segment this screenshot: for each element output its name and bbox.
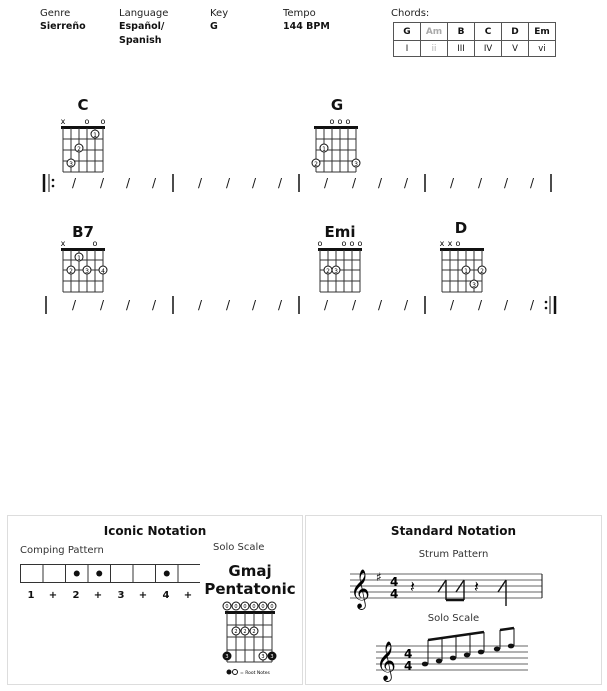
scale-name-line2: Pentatonic bbox=[204, 580, 296, 598]
slash-beat: / bbox=[324, 176, 329, 190]
standard-notation-panel bbox=[305, 515, 602, 685]
strum-pattern-staff bbox=[346, 562, 546, 614]
iconic-notation-panel bbox=[7, 515, 303, 685]
string-mark: o bbox=[341, 239, 347, 248]
string-mark: o bbox=[84, 117, 90, 126]
chord-table-numeral: IV bbox=[475, 41, 502, 57]
comping-cell bbox=[178, 565, 200, 583]
slash-beat: / bbox=[404, 298, 409, 312]
slash-beat: / bbox=[100, 176, 105, 190]
chord-name-b7: B7 bbox=[72, 223, 94, 241]
rhythm-line-2 bbox=[40, 292, 560, 318]
chord-table-numeral: I bbox=[394, 41, 421, 57]
standard-notation-title: Standard Notation bbox=[390, 524, 517, 538]
scale-name-line1: Gmaj bbox=[228, 562, 272, 580]
svg-text:0: 0 bbox=[234, 604, 238, 610]
slash-beat: / bbox=[530, 176, 535, 190]
svg-text:2: 2 bbox=[234, 629, 238, 635]
chord-diagram-b7 bbox=[58, 238, 108, 296]
root-notes-legend: = Root Notes bbox=[240, 671, 270, 676]
svg-text:1: 1 bbox=[322, 146, 326, 153]
comping-hit-dot bbox=[74, 571, 80, 577]
slash-beat: / bbox=[378, 298, 383, 312]
svg-text:3: 3 bbox=[261, 654, 265, 660]
string-mark: o bbox=[317, 239, 323, 248]
count-label: + bbox=[183, 590, 193, 601]
count-label: + bbox=[93, 590, 103, 601]
chord-diagram-d bbox=[437, 238, 487, 296]
svg-text:2: 2 bbox=[314, 161, 318, 168]
svg-text:1: 1 bbox=[77, 255, 81, 262]
tempo-value: 144 BPM bbox=[283, 21, 330, 32]
comping-cell bbox=[21, 565, 44, 583]
slash-beat: / bbox=[72, 176, 77, 190]
svg-text:0: 0 bbox=[261, 604, 265, 610]
string-mark: x bbox=[60, 117, 66, 126]
chord-table-numeral: V bbox=[502, 41, 529, 57]
chord-name-g: G bbox=[330, 96, 344, 114]
time-signature-bottom: 4 bbox=[390, 587, 399, 601]
slash-beat: / bbox=[378, 176, 383, 190]
slash-beat: / bbox=[198, 298, 203, 312]
treble-clef-icon: 𝄞 bbox=[376, 641, 397, 681]
chord-diagram-emi bbox=[315, 238, 365, 296]
svg-text:3: 3 bbox=[69, 161, 73, 168]
comping-hit-dot bbox=[96, 571, 102, 577]
key-value: G bbox=[210, 21, 218, 32]
chord-table-numeral: III bbox=[448, 41, 475, 57]
finger-dots bbox=[312, 144, 360, 168]
string-mark: o bbox=[329, 117, 335, 126]
solo-scale-staff bbox=[372, 626, 532, 682]
slash-beat: / bbox=[226, 298, 231, 312]
chords-label: Chords: bbox=[391, 8, 430, 19]
chord-table-name: B bbox=[448, 23, 475, 41]
comping-pattern-grid bbox=[20, 564, 200, 604]
language-value-line1: Español/ bbox=[119, 21, 165, 32]
iconic-notation-title: Iconic Notation bbox=[103, 524, 207, 538]
svg-text:2: 2 bbox=[326, 268, 330, 275]
chord-table-numeral: vi bbox=[529, 41, 556, 57]
chord-name-d: D bbox=[454, 219, 468, 237]
slash-beat: / bbox=[478, 176, 483, 190]
svg-text:3: 3 bbox=[270, 654, 274, 660]
slash-beat: / bbox=[198, 176, 203, 190]
svg-text:3: 3 bbox=[85, 268, 89, 275]
chord-table-name: Em bbox=[529, 23, 556, 41]
slash-beat: / bbox=[530, 298, 535, 312]
language-label: Language bbox=[119, 8, 169, 19]
svg-text:0: 0 bbox=[252, 604, 256, 610]
language-value-line2: Spanish bbox=[119, 35, 162, 46]
slash-beat: / bbox=[278, 176, 283, 190]
chord-name-c: C bbox=[77, 96, 89, 114]
svg-text:0: 0 bbox=[225, 604, 229, 610]
slash-beat: / bbox=[252, 298, 257, 312]
quarter-rest-icon: 𝄽 bbox=[410, 577, 415, 596]
comping-pattern-label: Comping Pattern bbox=[20, 545, 104, 556]
quarter-rest-icon: 𝄽 bbox=[474, 577, 479, 596]
chord-table-name: C bbox=[475, 23, 502, 41]
svg-text:4: 4 bbox=[101, 268, 105, 275]
slash-beat: / bbox=[278, 298, 283, 312]
time-signature-bottom: 4 bbox=[404, 659, 413, 673]
chord-table bbox=[393, 22, 556, 57]
string-mark: o bbox=[349, 239, 355, 248]
chord-diagram-g bbox=[311, 116, 361, 174]
slash-beat: / bbox=[450, 176, 455, 190]
comping-cell bbox=[133, 565, 156, 583]
standard-solo-scale-label: Solo Scale bbox=[427, 613, 480, 624]
svg-text:2: 2 bbox=[252, 629, 256, 635]
treble-clef-icon: 𝄞 bbox=[350, 569, 371, 609]
sharp-icon: ♯ bbox=[376, 570, 382, 584]
svg-text:3: 3 bbox=[225, 654, 229, 660]
slash-beat: / bbox=[152, 298, 157, 312]
slash-beat: / bbox=[126, 298, 131, 312]
comping-cell bbox=[43, 565, 66, 583]
count-label: 3 bbox=[117, 590, 125, 601]
chord-table-name: Am bbox=[421, 23, 448, 41]
string-mark: o bbox=[100, 117, 106, 126]
slash-beat: / bbox=[152, 176, 157, 190]
iconic-solo-scale-label: Solo Scale bbox=[213, 542, 265, 553]
svg-text:1: 1 bbox=[464, 268, 468, 275]
strum-pattern-label: Strum Pattern bbox=[418, 549, 489, 560]
finger-dots bbox=[324, 266, 340, 275]
svg-text:2: 2 bbox=[69, 268, 73, 275]
time-signature-top: 4 bbox=[390, 575, 399, 589]
rhythm-line-1 bbox=[40, 170, 560, 196]
chord-table-numerals-row bbox=[394, 41, 556, 57]
count-label: 1 bbox=[27, 590, 35, 601]
count-label: 2 bbox=[72, 590, 80, 601]
count-label: 4 bbox=[162, 590, 170, 601]
slash-beat: / bbox=[252, 176, 257, 190]
slash-beat: / bbox=[100, 298, 105, 312]
svg-text:2: 2 bbox=[480, 268, 484, 275]
count-label: + bbox=[138, 590, 148, 601]
chord-name-emi: Emi bbox=[324, 223, 356, 241]
pentatonic-scale-diagram bbox=[221, 600, 279, 680]
tempo-label: Tempo bbox=[283, 8, 316, 19]
comping-cell bbox=[111, 565, 134, 583]
chord-table-names-row bbox=[394, 23, 556, 41]
genre-label: Genre bbox=[40, 8, 71, 19]
genre-value: Sierreño bbox=[40, 21, 86, 32]
svg-text:3: 3 bbox=[334, 268, 338, 275]
slash-beat: / bbox=[404, 176, 409, 190]
slash-beat: / bbox=[324, 298, 329, 312]
slash-beat: / bbox=[226, 176, 231, 190]
finger-dots bbox=[67, 130, 99, 168]
svg-text:2: 2 bbox=[243, 629, 247, 635]
string-mark: o bbox=[455, 239, 461, 248]
svg-text:2: 2 bbox=[77, 146, 81, 153]
string-mark: x bbox=[60, 239, 66, 248]
svg-text:1: 1 bbox=[93, 132, 97, 139]
string-mark: o bbox=[357, 239, 363, 248]
slash-beat: / bbox=[504, 298, 509, 312]
time-signature-top: 4 bbox=[404, 647, 413, 661]
count-label: + bbox=[48, 590, 58, 601]
comping-hit-dot bbox=[164, 571, 170, 577]
slash-beat: / bbox=[72, 298, 77, 312]
slash-beat: / bbox=[504, 176, 509, 190]
svg-text:3: 3 bbox=[472, 282, 476, 289]
slash-beat: / bbox=[126, 176, 131, 190]
slash-beat: / bbox=[450, 298, 455, 312]
slash-beat: / bbox=[352, 176, 357, 190]
key-label: Key bbox=[210, 8, 229, 19]
chord-table-numeral: ii bbox=[421, 41, 448, 57]
string-mark: x bbox=[439, 239, 445, 248]
string-mark: o bbox=[345, 117, 351, 126]
chord-diagram-c bbox=[58, 116, 108, 174]
svg-text:3: 3 bbox=[354, 161, 358, 168]
slash-beat: / bbox=[478, 298, 483, 312]
chord-table-name: G bbox=[394, 23, 421, 41]
svg-text:0: 0 bbox=[243, 604, 247, 610]
slash-beat: / bbox=[352, 298, 357, 312]
string-mark: o bbox=[92, 239, 98, 248]
string-mark: o bbox=[337, 117, 343, 126]
string-mark: x bbox=[447, 239, 453, 248]
chord-table-name: D bbox=[502, 23, 529, 41]
svg-text:0: 0 bbox=[270, 604, 274, 610]
